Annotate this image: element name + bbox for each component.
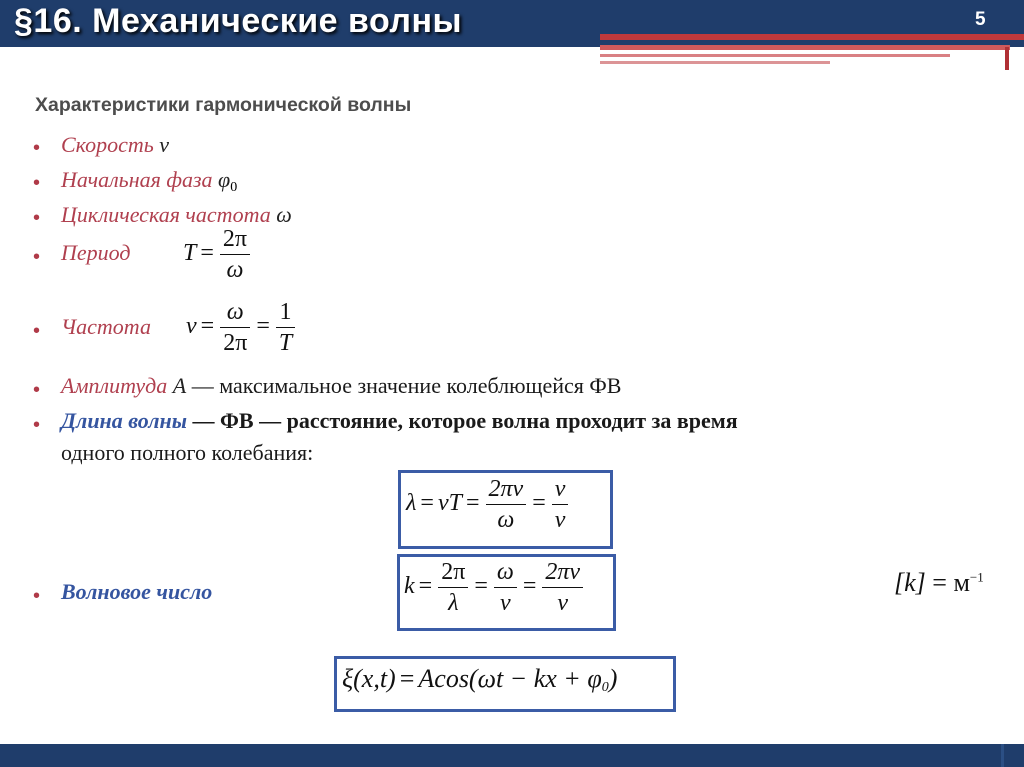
description: одного полного колебания: — [61, 440, 314, 465]
bullet: • — [33, 246, 41, 268]
symbol: v — [159, 132, 170, 157]
wave-equation: ξ(x,t) = Acos(ωt − kx + $\varphi_0$) — [342, 664, 618, 695]
wavenumber-unit — [894, 568, 984, 598]
list-item-wavelength-cont — [61, 440, 313, 466]
list-item-cyclic-frequency — [61, 202, 292, 228]
term-label: Волновое число — [61, 579, 213, 604]
formula-rhs: Acos(ωt − kx + φ — [418, 664, 602, 693]
bullet: • — [33, 585, 41, 607]
description: — максимальное значение колеблющейся ФВ — [186, 373, 622, 398]
unit-exponent: −1 — [969, 569, 984, 585]
unit-quantity: [k] — [894, 568, 926, 597]
denominator: 2π — [223, 330, 248, 356]
symbol: φ — [218, 167, 231, 192]
formula-lhs: λ — [406, 490, 417, 517]
accent-stripe — [600, 34, 1024, 40]
term-label: Начальная фаза — [61, 167, 213, 192]
denominator: T — [278, 330, 293, 356]
fraction — [220, 297, 250, 358]
accent-stripe — [600, 54, 950, 57]
numerator: 2πν — [542, 557, 583, 588]
bullet: • — [33, 137, 41, 159]
numerator: 1 — [276, 297, 295, 328]
subscript: 0 — [601, 680, 609, 695]
list-item-period — [61, 240, 131, 266]
wavelength-formula: λ = vT = $\frac{2\pi v}{\omega}$ = $\frac{v}{\nu}$ — [406, 474, 570, 535]
fraction — [542, 557, 583, 618]
wavenumber-formula: k = $\frac{2\pi}{\lambda}$ = $\frac{\omega}{v}$ = $\frac{2\pi\nu}{v}$ — [404, 557, 585, 618]
formula-lhs: ν — [186, 313, 197, 340]
list-item-wavenumber — [61, 579, 212, 605]
bullet: • — [33, 379, 41, 401]
list-item-speed — [61, 132, 169, 158]
description: — ФВ — расстояние, которое волна проходит за время — [187, 408, 738, 433]
symbol: A — [172, 373, 187, 398]
bullet: • — [33, 414, 41, 436]
unit-value: = м — [925, 568, 970, 597]
formula-term: vT — [437, 490, 462, 517]
denominator: v — [500, 590, 511, 616]
fraction — [486, 474, 527, 535]
list-item-wavelength — [61, 408, 738, 434]
accent-stripe — [600, 45, 1010, 50]
fraction — [276, 297, 295, 358]
term-label: Амплитуда — [61, 373, 168, 398]
term-label: Циклическая частота — [61, 202, 271, 227]
list-item-frequency — [61, 314, 151, 340]
denominator: ν — [554, 507, 566, 533]
denominator: ω — [226, 257, 244, 283]
symbol: ω — [276, 202, 292, 227]
footer-bar — [0, 744, 1024, 767]
accent-divider — [1005, 47, 1009, 70]
fraction — [220, 224, 250, 285]
fraction — [552, 474, 569, 535]
term-label: Скорость — [61, 132, 154, 157]
denominator: ω — [497, 507, 515, 533]
numerator: 2π — [220, 224, 250, 255]
term-label: Длина волны — [61, 408, 188, 433]
bullet: • — [33, 320, 41, 342]
list-item-phase — [61, 167, 237, 196]
formula-lhs: ξ(x,t) — [342, 664, 396, 693]
numerator: v — [552, 474, 569, 505]
formula-close: ) — [608, 664, 618, 693]
period-formula: T = $\frac{2\pi}{\omega}$ — [183, 224, 252, 285]
bullet: • — [33, 172, 41, 194]
denominator: v — [557, 590, 569, 616]
footer-accent — [1001, 744, 1004, 767]
formula-lhs: T — [183, 240, 197, 267]
list-item-amplitude — [61, 373, 621, 399]
numerator: ω — [220, 297, 250, 328]
numerator: 2πv — [486, 474, 527, 505]
numerator: ω — [494, 557, 517, 588]
fraction — [494, 557, 517, 618]
frequency-formula: ν = $\frac{\omega}{2\pi}$ = $\frac{1}{T}$ — [186, 297, 297, 358]
denominator: λ — [448, 590, 459, 616]
accent-stripe — [600, 61, 830, 64]
fraction — [438, 557, 468, 618]
slide-title: §16. Механические волны — [14, 2, 463, 40]
term-label: Период — [61, 240, 131, 265]
term-label: Частота — [61, 314, 151, 339]
section-subtitle: Характеристики гармонической волны — [35, 94, 412, 116]
page-number: 5 — [975, 9, 986, 30]
subscript: 0 — [230, 180, 238, 195]
numerator: 2π — [438, 557, 468, 588]
bullet: • — [33, 207, 41, 229]
formula-lhs: k — [404, 573, 415, 600]
